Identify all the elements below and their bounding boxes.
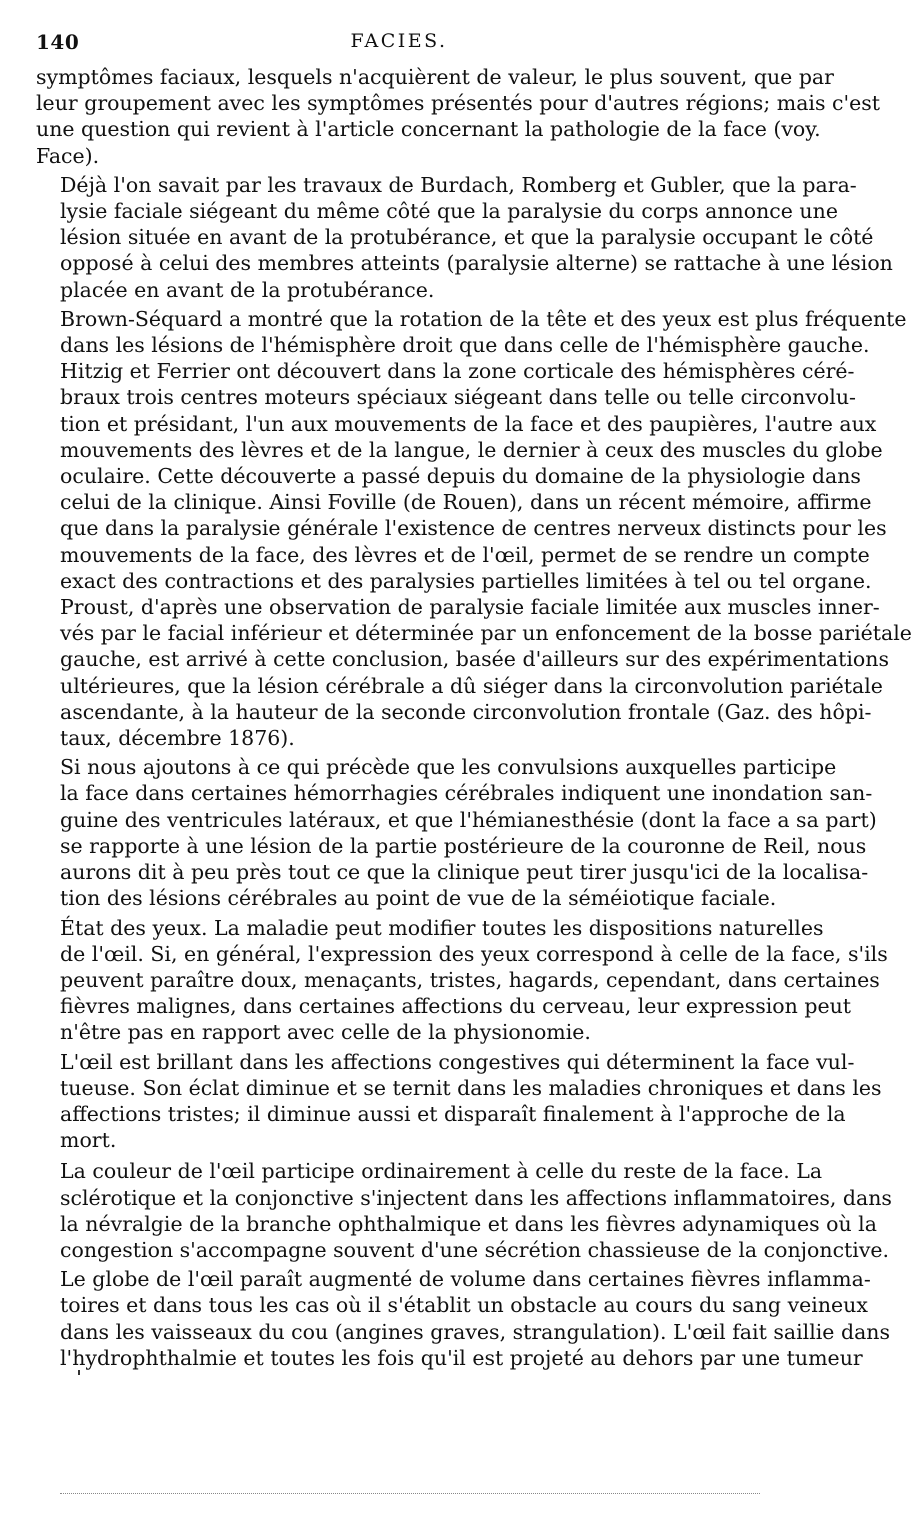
text-line: tueuse. Son éclat diminue et se ternit dans les maladies chroniques et dans les	[60, 1075, 882, 1100]
stray-ink-mark	[78, 1370, 80, 1375]
text-line: Si nous ajoutons à ce qui précède que les convulsions auxquelles participe	[60, 755, 837, 780]
text-line: toires et dans tous les cas où il s'établit un obstacle au cours du sang veineux	[60, 1293, 868, 1318]
paragraph	[36, 306, 912, 751]
text-line: affections tristes; il diminue aussi et disparaît finalement à l'approche de la	[60, 1101, 846, 1126]
text-line: vés par le facial inférieur et déterminée par un enfoncement de la bosse pariétale	[60, 621, 912, 646]
paragraph	[36, 172, 893, 303]
text-line: Face).	[36, 143, 100, 168]
text-line: opposé à celui des membres atteints (paralysie alterne) se rattache à une lésion	[60, 251, 893, 276]
text-line: se rapporte à une lésion de la partie postérieure de la couronne de Reil, nous	[60, 833, 867, 858]
text-line: congestion s'accompagne souvent d'une sécrétion chassieuse de la conjonctive.	[60, 1237, 890, 1262]
text-line: de l'œil. Si, en général, l'expression des yeux correspond à celle de la face, s'ils	[60, 941, 888, 966]
paragraph	[36, 64, 881, 169]
text-line: la névralgie de la branche ophthalmique et dans les fièvres adynamiques où la	[60, 1211, 877, 1236]
paragraph	[36, 754, 877, 911]
text-line: peuvent paraître doux, menaçants, tristes, hagards, cependant, dans certaines	[60, 967, 880, 992]
text-line: mort.	[60, 1128, 117, 1153]
text-line: oculaire. Cette découverte a passé depuis du domaine de la physiologie dans	[60, 464, 861, 489]
text-line: lysie faciale siégeant du même côté que la paralysie du corps annonce une	[60, 199, 838, 224]
text-line: fièvres malignes, dans certaines affections du cerveau, leur expression peut	[60, 994, 852, 1019]
text-line: mouvements des lèvres et de la langue, le dernier à ceux des muscles du globe	[60, 437, 883, 462]
page-header	[36, 30, 762, 58]
text-line: leur groupement avec les symptômes présentés pour d'autres régions; mais c'est	[36, 91, 881, 116]
text-line: braux trois centres moteurs spéciaux siégeant dans telle ou telle circonvolu-	[60, 385, 856, 410]
paragraph	[36, 915, 888, 1046]
text-line: celui de la clinique. Ainsi Foville (de Rouen), dans un récent mémoire, affirme	[60, 490, 872, 515]
text-line: sclérotique et la conjonctive s'injectent dans les affections inflammatoires, dans	[60, 1185, 892, 1210]
text-line: mouvements de la face, des lèvres et de l'œil, permet de se rendre un compte	[60, 542, 870, 567]
text-line: Déjà l'on savait par les travaux de Burdach, Romberg et Gubler, que la para-	[60, 172, 857, 197]
text-line: exact des contractions et des paralysies partielles limitées à tel ou tel organe.	[60, 568, 872, 593]
text-line: gauche, est arrivé à cette conclusion, basée d'ailleurs sur des expérimentations	[60, 647, 889, 672]
text-line: l'hydrophthalmie et toutes les fois qu'il est projeté au dehors par une tumeur	[60, 1345, 863, 1370]
paragraph	[36, 1049, 882, 1154]
text-line: Brown-Séquard a montré que la rotation de la tête et des yeux est plus fréquente	[60, 306, 907, 331]
text-line: Proust, d'après une observation de paralysie faciale limitée aux muscles inner-	[60, 595, 880, 620]
text-line: tion et présidant, l'un aux mouvements de la face et des paupières, l'autre aux	[60, 411, 877, 436]
text-line: placée en avant de la protubérance.	[60, 277, 435, 302]
text-line: taux, décembre 1876).	[60, 726, 295, 751]
page-number: 140	[36, 30, 80, 54]
paragraph	[36, 1266, 891, 1371]
body-text	[36, 64, 912, 1374]
text-line: n'être pas en rapport avec celle de la physionomie.	[60, 1020, 591, 1045]
text-line: L'œil est brillant dans les affections congestives qui déterminent la face vul-	[60, 1049, 855, 1074]
text-line: La couleur de l'œil participe ordinairement à celle du reste de la face. La	[60, 1159, 823, 1184]
footer-dotted-rule	[60, 1493, 760, 1494]
text-line: que dans la paralysie générale l'existence de centres nerveux distincts pour les	[60, 516, 887, 541]
text-line: ultérieures, que la lésion cérébrale a dû siéger dans la circonvolution pariétale	[60, 673, 883, 698]
text-line: tion des lésions cérébrales au point de vue de la séméiotique faciale.	[60, 886, 777, 911]
paragraph	[36, 1158, 892, 1263]
text-line: dans les vaisseaux du cou (angines graves, strangulation). L'œil fait saillie dans	[60, 1319, 891, 1344]
text-line: une question qui revient à l'article concernant la pathologie de la face (voy.	[36, 117, 821, 142]
text-line: ascendante, à la hauteur de la seconde circonvolution frontale (Gaz. des hôpi-	[60, 699, 872, 724]
text-line: la face dans certaines hémorrhagies cérébrales indiquent une inondation san-	[60, 781, 873, 806]
text-line: dans les lésions de l'hémisphère droit que dans celle de l'hémisphère gauche.	[60, 333, 870, 358]
text-line: Le globe de l'œil paraît augmenté de volume dans certaines fièvres inflamma-	[60, 1267, 871, 1292]
text-line: État des yeux. La maladie peut modifier toutes les dispositions naturelles	[60, 915, 824, 940]
text-line: aurons dit à peu près tout ce que la clinique peut tirer jusqu'ici de la localisa-	[60, 860, 869, 885]
text-line: guine des ventricules latéraux, et que l'hémianesthésie (dont la face a sa part)	[60, 807, 877, 832]
text-line: symptômes faciaux, lesquels n'acquièrent de valeur, le plus souvent, que par	[36, 65, 834, 89]
running-head: FACIES.	[350, 30, 448, 52]
text-line: lésion située en avant de la protubérance, et que la paralysie occupant le côté	[60, 225, 874, 250]
text-line: Hitzig et Ferrier ont découvert dans la zone corticale des hémisphères céré-	[60, 359, 855, 384]
